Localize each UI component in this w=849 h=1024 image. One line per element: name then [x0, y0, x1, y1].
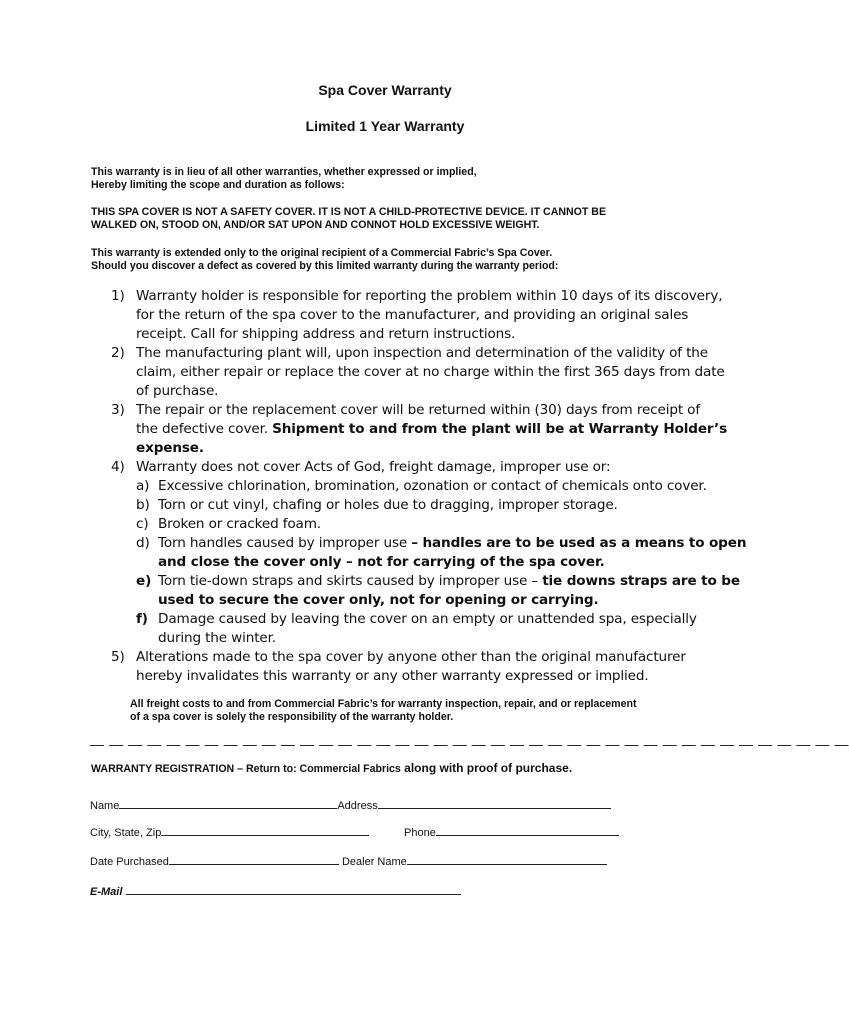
- sub-item-label: b): [136, 497, 150, 513]
- sub-item-label: d): [136, 535, 150, 551]
- document-title: Spa Cover Warranty: [318, 82, 452, 98]
- freight-line-2: of a spa cover is solely the responsibility of the warranty holder.: [130, 711, 454, 723]
- sub-item-b-text: Torn or cut vinyl, chafing or holes due to dragging, improper storage.: [158, 497, 618, 513]
- document-subtitle: Limited 1 Year Warranty: [305, 118, 465, 134]
- sub-item-d-bold: – handles are to be used as a means to open: [411, 535, 747, 551]
- cut-line-separator: — — — — — — — — — — — — — — — — — — — — — — — — — — — — — — — — — — — — — — — —: [90, 736, 849, 752]
- warning-line-2: WALKED ON, STOOD ON, AND/OR SAT UPON AND CONNOT HOLD EXCESSIVE WEIGHT.: [91, 219, 540, 231]
- city-phone-row: [90, 825, 369, 839]
- name-address-row: [90, 798, 611, 812]
- item-number: 5): [111, 649, 125, 665]
- sub-item-e-line-2: used to secure the cover only, not for opening or carrying.: [158, 592, 599, 608]
- sub-item-a-text: Excessive chlorination, bromination, ozonation or contact of chemicals onto cover.: [158, 478, 707, 494]
- address-label: Address: [337, 800, 378, 812]
- sub-item-label: e): [136, 573, 152, 589]
- item-1-line-2: for the return of the spa cover to the manufacturer, and providing an original sales: [136, 307, 689, 323]
- item-5-line-1: Alterations made to the spa cover by anyone other than the original manufacturer: [136, 649, 686, 665]
- warning-line-1: THIS SPA COVER IS NOT A SAFETY COVER. IT IS NOT A CHILD-PROTECTIVE DEVICE. IT CANNOT BE: [91, 206, 607, 218]
- item-number: 4): [111, 459, 125, 475]
- city-state-zip-label: City, State, Zip: [90, 827, 162, 839]
- extended-line-2: Should you discover a defect as covered by this limited warranty during the warranty period:: [91, 260, 559, 272]
- item-2-line-1: The manufacturing plant will, upon inspection and determination of the validity of the: [136, 345, 708, 361]
- date-purchased-field[interactable]: [169, 854, 339, 865]
- item-1-line-3: receipt. Call for shipping address and return instructions.: [136, 326, 516, 342]
- sub-item-d-plain: Torn handles caused by improper use: [158, 535, 412, 551]
- freight-line-1: All freight costs to and from Commercial Fabric’s for warranty inspection, repair, and or replacement: [130, 698, 637, 710]
- dealer-name-field[interactable]: [407, 854, 607, 865]
- phone-row: [404, 825, 619, 839]
- phone-label: Phone: [404, 827, 436, 839]
- sub-item-e-plain: Torn tie-down straps and skirts caused by improper use –: [158, 573, 543, 589]
- sub-item-c-text: Broken or cracked foam.: [158, 516, 321, 532]
- item-3-line-3: expense.: [136, 440, 204, 456]
- extension-paragraph: [91, 247, 691, 273]
- intro-line-1: This warranty is in lieu of all other warranties, whether expressed or implied,: [91, 166, 477, 178]
- freight-note: [130, 698, 690, 724]
- item-5-line-2: hereby invalidates this warranty or any other warranty expressed or implied.: [136, 668, 649, 684]
- sub-item-f-line-2: during the winter.: [158, 630, 276, 646]
- item-4-line-1: Warranty does not cover Acts of God, freight damage, improper use or:: [136, 459, 611, 475]
- item-3-line-2-plain: the defective cover.: [136, 421, 273, 437]
- sub-item-e-line-1: [158, 572, 740, 591]
- item-3-line-2: [136, 420, 727, 439]
- email-field[interactable]: [126, 884, 461, 895]
- item-3-line-2-bold: Shipment to and from the plant will be at Warranty Holder’s: [272, 421, 728, 437]
- sub-item-label: a): [136, 478, 150, 494]
- phone-field[interactable]: [436, 825, 619, 836]
- intro-line-2: Hereby limiting the scope and duration as follows:: [91, 179, 345, 191]
- email-row: [90, 884, 461, 898]
- safety-warning: [91, 206, 691, 232]
- item-3-line-1: The repair or the replacement cover will be returned within (30) days from receipt of: [136, 402, 700, 418]
- city-state-zip-field[interactable]: [161, 825, 369, 836]
- registration-heading: [91, 761, 572, 775]
- sub-item-e-bold: tie downs straps are to be: [542, 573, 740, 589]
- item-number: 3): [111, 402, 125, 418]
- item-number: 2): [111, 345, 125, 361]
- item-2-line-2: claim, either repair or replace the cover at no charge within the first 365 days from date: [136, 364, 725, 380]
- sub-item-label: f): [136, 611, 148, 627]
- item-2-line-3: of purchase.: [136, 383, 219, 399]
- item-1-line-1: Warranty holder is responsible for reporting the problem within 10 days of its discovery,: [136, 288, 723, 304]
- date-dealer-row: [90, 854, 607, 868]
- item-number: 1): [111, 288, 125, 304]
- registration-heading-main: WARRANTY REGISTRATION – Return to: Commercial Fabrics: [91, 763, 401, 775]
- name-field[interactable]: [119, 798, 337, 809]
- name-label: Name: [90, 800, 120, 812]
- address-field[interactable]: [378, 798, 611, 809]
- registration-heading-tail: along with proof of purchase.: [400, 761, 573, 775]
- intro-paragraph: [91, 166, 691, 192]
- email-label: E-Mail: [90, 886, 123, 898]
- extended-line-1: This warranty is extended only to the original recipient of a Commercial Fabric’s Spa Cover.: [91, 247, 553, 259]
- sub-item-d-line-1: [158, 534, 746, 553]
- sub-item-label: c): [136, 516, 149, 532]
- sub-item-f-line-1: Damage caused by leaving the cover on an empty or unattended spa, especially: [158, 611, 697, 627]
- dealer-name-label: Dealer Name: [338, 856, 407, 868]
- date-purchased-label: Date Purchased: [90, 856, 169, 868]
- sub-item-d-line-2: and close the cover only – not for carrying of the spa cover.: [158, 554, 605, 570]
